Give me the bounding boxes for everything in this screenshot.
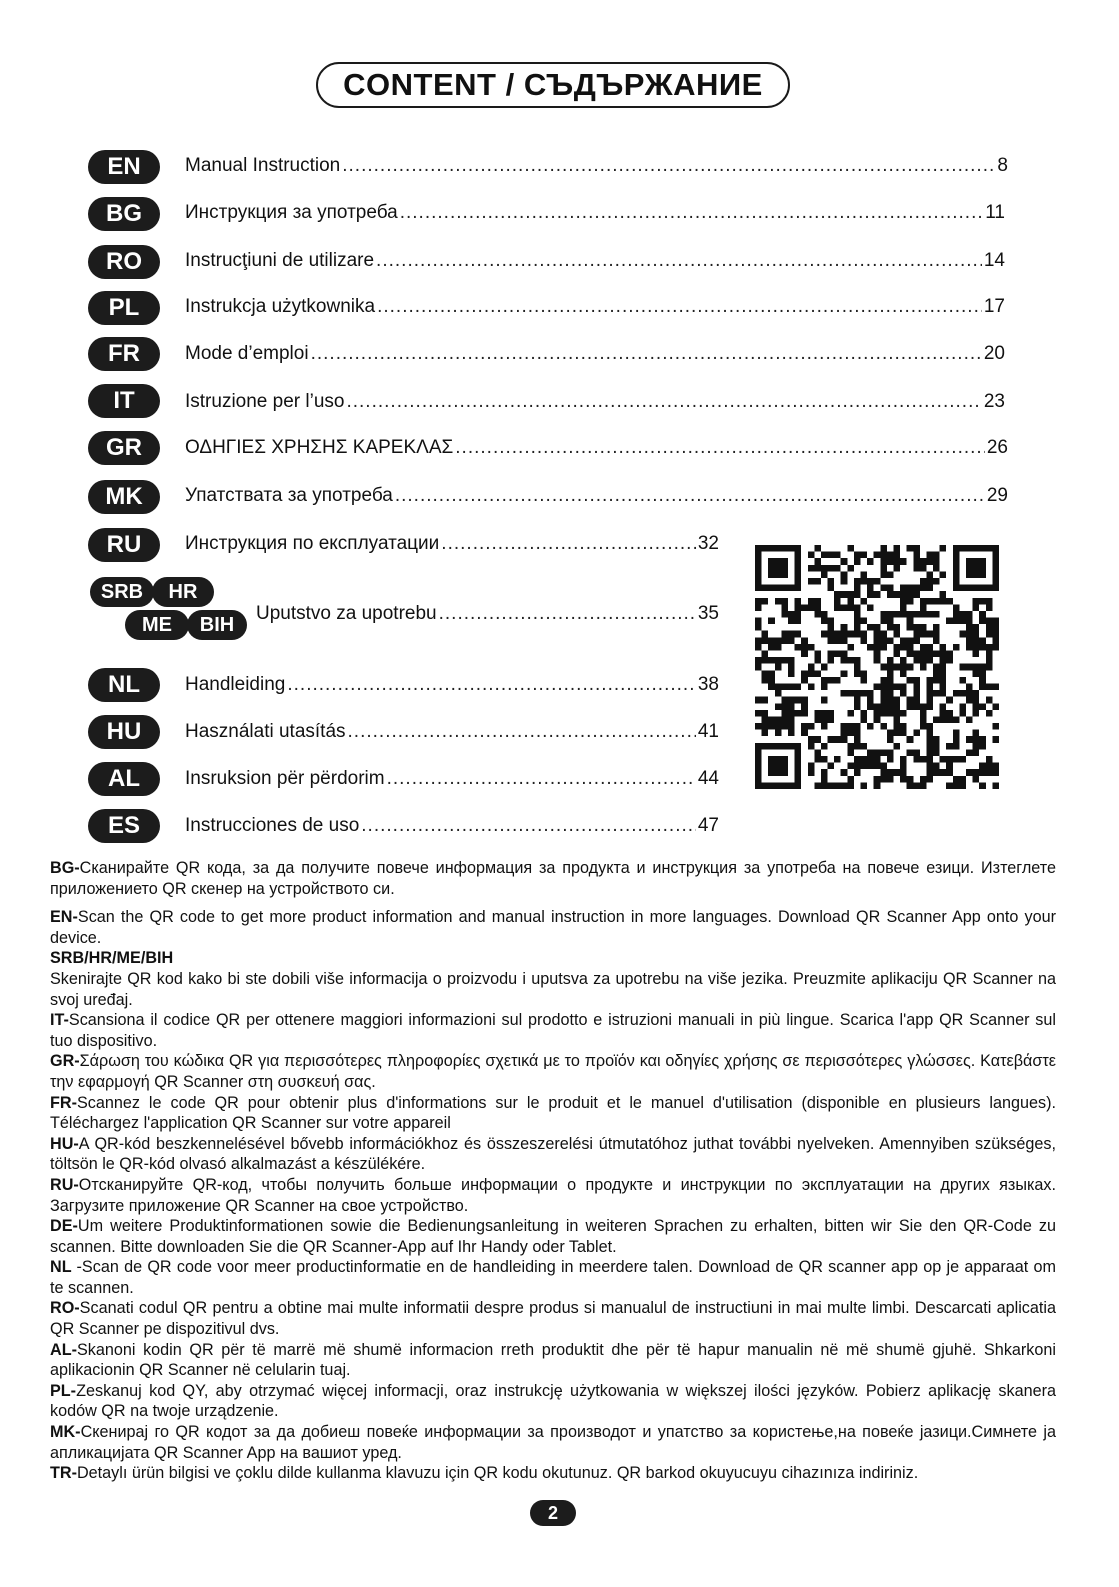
page-title: CONTENT / СЪДЪРЖАНИЕ — [316, 62, 790, 108]
lang-badge-en: EN — [88, 150, 160, 184]
toc-entry-gr[interactable] — [185, 437, 1008, 459]
lang-badge-hu: HU — [88, 715, 160, 749]
lang-badge-hr: HR — [152, 577, 214, 607]
lang-badge-fr: FR — [88, 337, 160, 371]
leader-dots — [346, 391, 981, 413]
toc-row-ro[interactable] — [88, 244, 160, 280]
note-pl: PL-Zeskanuj kod QY, aby otrzymać więcej informacji, oraz instrukcję użytkowania w większej ilości języków. Pobierz aplikację skanera kodów QR na twoje urządzenie. — [50, 1381, 1056, 1421]
toc-entry-bg[interactable] — [185, 202, 1005, 224]
lang-badge-mk: MK — [88, 480, 160, 514]
qr-code-icon[interactable] — [754, 545, 1000, 789]
toc-row-hu[interactable] — [88, 714, 160, 750]
toc-entry-es[interactable] — [185, 815, 719, 837]
lang-badge-gr: GR — [88, 431, 160, 465]
toc-label: Instrucţiuni de utilizare — [185, 250, 375, 271]
leader-dots — [377, 296, 982, 318]
note-nl: NL -Scan de QR code voor meer productinformatie en de handleiding in meerdere talen. Download de QR scanner app op je apparaat om te scannen. — [50, 1258, 1056, 1297]
leader-dots — [455, 437, 985, 459]
lang-badge-es: ES — [88, 809, 160, 843]
toc-row-en[interactable] — [88, 149, 160, 185]
toc-page: 38 — [697, 674, 719, 695]
leader-dots — [439, 603, 696, 625]
toc-page: 17 — [983, 296, 1005, 317]
toc-row-nl[interactable] — [88, 667, 160, 703]
toc-label: ΟΔΗΓΙΕΣ ΧΡΗΣΗΣ ΚΑΡΕΚΛΑΣ — [185, 437, 454, 458]
lang-badge-nl: NL — [88, 668, 160, 702]
toc-page: 20 — [983, 343, 1005, 364]
toc-label: Handleiding — [185, 674, 286, 695]
lang-badge-ru: RU — [88, 528, 160, 562]
toc-entry-en[interactable] — [185, 155, 1008, 177]
note-tr: TR-Detaylı ürün bilgisi ve çoklu dilde kullanma klavuzu için QR kodu okutunuz. QR barkod okuyucuyu cihazınıza indiriniz. — [50, 1464, 919, 1483]
note-ro: RO-Scanati codul QR pentru a obtine mai multe informatii despre produs si manualul de instructiuni in mai multe limbi. Descarcati aplicatia QR Scanner pe dispozitivul dvs. — [50, 1299, 1056, 1339]
note-hu: HU-A QR-kód beszkennelésével bővebb információkhoz és összeszerelési útmutatóhoz juthat további nyelveken. Amennyiben szükséges, töltsön le QR-kód olvasó alkalmazást a készülékére. — [50, 1134, 1056, 1174]
toc-label: Uputstvo za upotrebu — [256, 603, 437, 624]
toc-page: 32 — [697, 533, 719, 554]
lang-badge-bg: BG — [88, 197, 160, 231]
toc-entry-ru[interactable] — [185, 533, 719, 555]
note-al: AL-Skanoni kodin QR për të marrë më shumë informacion rreth produktit dhe për të hapur manualin në më shumë gjuhë. Shkarkoni aplikacionin QR Scanner në celularin tuaj. — [50, 1340, 1056, 1380]
toc-row-it[interactable] — [88, 383, 160, 419]
leader-dots — [361, 815, 696, 837]
toc-label: Instrucciones de uso — [185, 815, 360, 836]
leader-dots — [348, 721, 696, 743]
toc-page: 29 — [986, 485, 1008, 506]
toc-page: 8 — [997, 155, 1008, 176]
toc-entry-srb-hr-me-bih[interactable] — [256, 603, 719, 625]
toc-row-gr[interactable] — [88, 430, 160, 466]
note-de: DE-Um weitere Produktinformationen sowie die Bedienungsanleitung in weiteren Sprachen zu erhalten, bitten wir Sie den QR-Code zu scannen. Bitte downloaden Sie die QR Scanner-App auf Ihr Handy oder Tablet. — [50, 1217, 1056, 1256]
toc-label: Инструкция за употреба — [185, 202, 398, 223]
leader-dots — [387, 768, 696, 790]
leader-dots — [376, 250, 982, 272]
toc-entry-pl[interactable] — [185, 296, 1005, 318]
toc-page: 47 — [697, 815, 719, 836]
leader-dots — [287, 674, 696, 696]
lang-badge-ro: RO — [88, 245, 160, 279]
toc-page: 41 — [697, 721, 719, 742]
toc-row-bg[interactable] — [88, 196, 160, 232]
toc-label: Instrukcja użytkownika — [185, 296, 376, 317]
lang-badge-srb: SRB — [90, 577, 154, 607]
toc-label: Инструкция по експлуатации — [185, 533, 440, 554]
toc-page: 35 — [697, 603, 719, 624]
toc-label: Használati utasítás — [185, 721, 346, 742]
leader-dots — [441, 533, 696, 555]
toc-label: Manual Instruction — [185, 155, 341, 176]
toc-row-pl[interactable] — [88, 290, 160, 326]
toc-page: 14 — [983, 250, 1005, 271]
toc-entry-fr[interactable] — [185, 343, 1005, 365]
leader-dots — [395, 485, 985, 507]
toc-row-mk[interactable] — [88, 479, 160, 515]
qr-instructions — [50, 858, 1056, 1484]
leader-dots — [311, 343, 982, 365]
toc-page: 11 — [985, 202, 1005, 223]
toc-entry-mk[interactable] — [185, 485, 1008, 507]
toc-page: 44 — [697, 768, 719, 789]
toc-entry-nl[interactable] — [185, 674, 719, 696]
toc-row-es[interactable] — [88, 808, 160, 844]
toc-row-ru[interactable] — [88, 527, 160, 563]
toc-page: 26 — [986, 437, 1008, 458]
note-en: EN-Scan the QR code to get more product information and manual instruction in more languages. Download QR Scanner App onto your device. — [50, 908, 1056, 947]
toc-label: Упатствата за употреба — [185, 485, 393, 506]
toc-entry-ro[interactable] — [185, 250, 1005, 272]
note-bg: BG-Сканирайте QR кода, за да получите повече информация за продукта и инструкция за употреба на повече езици. Изтеглете приложението QR скенер на устройството си. — [50, 859, 1056, 898]
note-srb: SRB/HR/ME/BIH Skenirajte QR kod kako bi ste dobili više informacija o proizvodu i uputsva za upotrebu na više jezika. Preuzmite aplikaciju QR Scanner na svoj uređaj. — [50, 949, 1056, 1009]
lang-badge-it: IT — [88, 384, 160, 418]
note-ru: RU-Отсканируйте QR-код, чтобы получить больше информации о продукте и инструкции по эксплуатации на других языках. Загрузите приложение QR Scanner на свое устройство. — [50, 1175, 1056, 1215]
lang-badge-bih: BIH — [187, 610, 247, 640]
toc-row-fr[interactable] — [88, 336, 160, 372]
page-number: 2 — [530, 1500, 576, 1526]
leader-dots — [342, 155, 995, 177]
toc-label: Insruksion për përdorim — [185, 768, 385, 789]
lang-badge-me: ME — [125, 610, 189, 640]
toc-page: 23 — [983, 391, 1005, 412]
note-it: IT-Scansiona il codice QR per ottenere maggiori informazioni sul prodotto e istruzioni manuali in più lingue. Scarica l'app QR Scanner sul tuo dispositivo. — [50, 1011, 1056, 1050]
toc-label: Mode d’emploi — [185, 343, 309, 364]
toc-entry-it[interactable] — [185, 391, 1005, 413]
toc-label: Istruzione per l’uso — [185, 391, 345, 412]
note-mk: MK-Скенирај го QR кодот за да добиеш повеќе информации за производот и упатство за користење,на повеќе јазици.Симнете ја апликацијата QR Scanner App на вашиот уред. — [50, 1423, 1056, 1462]
toc-entry-al[interactable] — [185, 768, 719, 790]
lang-badge-pl: PL — [88, 291, 160, 325]
toc-entry-hu[interactable] — [185, 721, 719, 743]
lang-badge-al: AL — [88, 762, 160, 796]
note-gr: GR-Σάρωση του κώδικα QR για περισσότερες πληροφορίες σχετικά με το προϊόν και οδηγίες χρήσης σε περισσότερες γλώσσες. Κατεβάστε την εφαρμογή QR Scanner στη συσκευή σας. — [50, 1052, 1056, 1091]
note-fr: FR-Scannez le code QR pour obtenir plus d'informations sur le produit et le manuel d'utilisation (disponible en plusieurs langues). Téléchargez l'application QR Scanner sur votre appareil — [50, 1093, 1056, 1133]
leader-dots — [400, 202, 984, 224]
toc-row-al[interactable] — [88, 761, 160, 797]
